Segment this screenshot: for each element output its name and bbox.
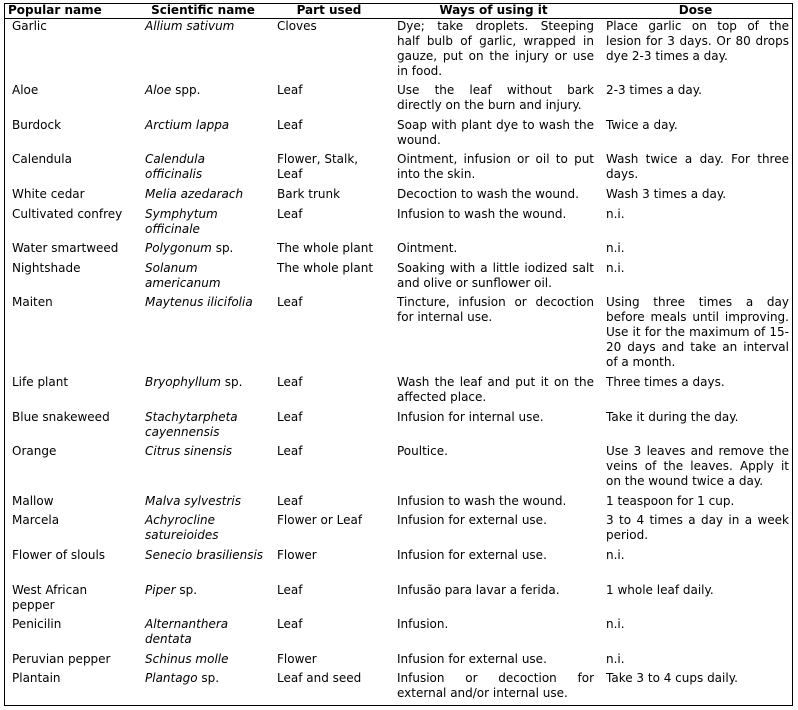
scientific-name-suffix: sp. (197, 671, 220, 685)
popular-name-cell: Calendula (12, 152, 72, 166)
popular-name-cell: Marcela (12, 513, 60, 527)
scientific-name-cell (137, 295, 269, 375)
part-used-cell: Leaf and seed (277, 671, 362, 685)
medicinal-plants-table (4, 3, 793, 705)
header-popular-name: Popular name (4, 3, 137, 19)
popular-name-cell: Peruvian pepper (12, 652, 111, 666)
ways-of-using-cell: Dye; take droplets. Steeping half bulb of garlic, wrapped in gauze, put on the injury or use in food. (397, 19, 594, 78)
dose-cell: Use 3 leaves and remove the veins of the leaves. Apply it on the wound twice a day. (606, 444, 789, 488)
popular-name-cell: Burdock (12, 118, 62, 132)
ways-of-using-cell: Infusion to wash the wound. (397, 207, 567, 221)
ways-of-using-cell: Infusion. (397, 617, 449, 631)
dose-cell: 1 teaspoon for 1 cup. (606, 494, 735, 508)
dose-cell: Take it during the day. (606, 410, 739, 424)
scientific-name-cell (137, 652, 269, 671)
table-row (4, 207, 793, 241)
table-row (4, 152, 793, 187)
part-used-cell: Leaf (277, 583, 303, 597)
scientific-name-text: Aloe (145, 83, 172, 97)
part-used-cell: Leaf (277, 375, 303, 389)
scientific-name-text: Alternanthera dentata (145, 617, 229, 646)
table-row (4, 375, 793, 410)
scientific-name-cell (137, 19, 269, 84)
scientific-name-suffix: sp. (220, 375, 243, 389)
scientific-name-text: Solanum americanum (145, 261, 221, 290)
dose-cell: Twice a day. (606, 118, 678, 132)
dose-cell: n.i. (606, 261, 625, 275)
scientific-name-cell (137, 410, 269, 444)
dose-cell: Wash 3 times a day. (606, 187, 727, 201)
part-used-cell: Bark trunk (277, 187, 341, 201)
header-row (4, 3, 793, 19)
part-used-cell: Leaf (277, 295, 303, 309)
scientific-name-text: Allium sativum (145, 19, 235, 33)
scientific-name-cell (137, 152, 269, 187)
ways-of-using-cell: Infusion for external use. (397, 652, 547, 666)
ways-of-using-cell: Infusion for internal use. (397, 410, 544, 424)
ways-of-using-cell: Wash the leaf and put it on the affected place. (397, 375, 594, 404)
scientific-name-text: Calendula officinalis (145, 152, 205, 181)
scientific-name-text: Maytenus ilicifolia (145, 295, 253, 309)
scientific-name-text: Citrus sinensis (145, 444, 233, 458)
dose-cell: n.i. (606, 241, 625, 255)
scientific-name-text: Bryophyllum (145, 375, 221, 389)
ways-of-using-cell: Tincture, infusion or decoction for internal use. (397, 295, 594, 324)
scientific-name-text: Symphytum officinale (145, 207, 218, 236)
popular-name-cell: Flower of slouls (12, 548, 106, 562)
scientific-name-suffix: sp. (211, 241, 234, 255)
popular-name-cell: Plantain (12, 671, 61, 685)
popular-name-cell: Blue snakeweed (12, 410, 110, 424)
scientific-name-text: Melia azedarach (145, 187, 244, 201)
table-row (4, 187, 793, 207)
table-row (4, 548, 793, 583)
ways-of-using-cell: Decoction to wash the wound. (397, 187, 579, 201)
scientific-name-cell (137, 494, 269, 513)
scientific-name-cell (137, 617, 269, 652)
dose-cell: 2-3 times a day. (606, 83, 702, 97)
table-row (4, 261, 793, 295)
part-used-cell: The whole plant (277, 261, 374, 275)
scientific-name-text: Polygonum (145, 241, 212, 255)
part-used-cell: Leaf (277, 83, 303, 97)
part-used-cell: Flower (277, 548, 317, 562)
popular-name-cell: Penicilin (12, 617, 62, 631)
header-dose: Dose (598, 3, 793, 19)
part-used-cell: Leaf (277, 118, 303, 132)
table-row (4, 617, 793, 652)
dose-cell: Place garlic on top of the lesion for 3 days. Or 80 drops dye 2-3 times a day. (606, 19, 789, 63)
part-used-cell: The whole plant (277, 241, 374, 255)
popular-name-cell: West African pepper (12, 583, 88, 612)
dose-cell: Take 3 to 4 cups daily. (606, 671, 738, 685)
popular-name-cell: Garlic (12, 19, 47, 33)
ways-of-using-cell: Infusion to wash the wound. (397, 494, 567, 508)
ways-of-using-cell: Ointment, infusion or oil to put into the skin. (397, 152, 594, 181)
ways-of-using-cell: Infusion for external use. (397, 513, 547, 527)
scientific-name-text: Piper (145, 583, 176, 597)
dose-cell: Three times a days. (606, 375, 725, 389)
dose-cell: 3 to 4 times a day in a week period. (606, 513, 789, 542)
ways-of-using-cell: Infusion or decoction for external and/or internal use. (397, 671, 594, 700)
scientific-name-cell (137, 583, 269, 617)
table-row (4, 118, 793, 152)
popular-name-cell: Cultivated confrey (12, 207, 123, 221)
table-row (4, 83, 793, 118)
dose-cell: n.i. (606, 617, 625, 631)
part-used-cell: Flower, Stalk, Leaf (277, 152, 359, 181)
scientific-name-cell (137, 513, 269, 548)
part-used-cell: Leaf (277, 410, 303, 424)
popular-name-cell: Maiten (12, 295, 53, 309)
scientific-name-text: Schinus molle (145, 652, 229, 666)
scientific-name-cell (137, 261, 269, 295)
table-row (4, 444, 793, 494)
table-row (4, 494, 793, 513)
table-row (4, 583, 793, 617)
scientific-name-cell (137, 375, 269, 410)
scientific-name-cell (137, 207, 269, 241)
part-used-cell: Leaf (277, 617, 303, 631)
dose-cell: n.i. (606, 548, 625, 562)
ways-of-using-cell: Ointment. (397, 241, 458, 255)
table-row (4, 19, 793, 84)
ways-of-using-cell: Infusion for external use. (397, 548, 547, 562)
ways-of-using-cell: Poultice. (397, 444, 448, 458)
part-used-cell: Flower (277, 652, 317, 666)
scientific-name-cell (137, 118, 269, 152)
dose-cell: Wash twice a day. For three days. (606, 152, 789, 181)
table-row (4, 410, 793, 444)
popular-name-cell: White cedar (12, 187, 85, 201)
popular-name-cell: Aloe (12, 83, 39, 97)
part-used-cell: Cloves (277, 19, 317, 33)
scientific-name-text: Malva sylvestris (145, 494, 241, 508)
header-part-used: Part used (269, 3, 389, 19)
popular-name-cell: Mallow (12, 494, 54, 508)
header-ways-of-using: Ways of using it (389, 3, 598, 19)
part-used-cell: Leaf (277, 444, 303, 458)
header-scientific-name: Scientific name (137, 3, 269, 19)
part-used-cell: Leaf (277, 207, 303, 221)
scientific-name-cell (137, 444, 269, 494)
popular-name-cell: Life plant (12, 375, 69, 389)
ways-of-using-cell: Use the leaf without bark directly on the burn and injury. (397, 83, 594, 112)
table-row (4, 295, 793, 375)
scientific-name-text: Achyrocline satureioides (145, 513, 219, 542)
dose-cell: Using three times a day before meals until improving. Use it for the maximum of 15-20 days and take an interval of a month. (606, 295, 789, 369)
ways-of-using-cell: Soap with plant dye to wash the wound. (397, 118, 594, 147)
dose-cell: n.i. (606, 207, 625, 221)
table-row (4, 671, 793, 705)
scientific-name-suffix: spp. (171, 83, 201, 97)
scientific-name-cell (137, 241, 269, 261)
scientific-name-suffix: sp. (175, 583, 198, 597)
scientific-name-text: Stachytarpheta cayennensis (145, 410, 238, 439)
scientific-name-text: Senecio brasiliensis (145, 548, 264, 562)
dose-cell: 1 whole leaf daily. (606, 583, 714, 597)
part-used-cell: Flower or Leaf (277, 513, 363, 527)
popular-name-cell: Nightshade (12, 261, 81, 275)
table-row (4, 652, 793, 671)
dose-cell: n.i. (606, 652, 625, 666)
table-row (4, 513, 793, 548)
scientific-name-text: Arctium lappa (145, 118, 230, 132)
scientific-name-cell (137, 187, 269, 207)
popular-name-cell: Orange (12, 444, 57, 458)
part-used-cell: Leaf (277, 494, 303, 508)
scientific-name-cell (137, 548, 269, 583)
popular-name-cell: Water smartweed (12, 241, 119, 255)
scientific-name-text: Plantago (145, 671, 198, 685)
ways-of-using-cell: Infusão para lavar a ferida. (397, 583, 560, 597)
scientific-name-cell (137, 83, 269, 118)
scientific-name-cell (137, 671, 269, 705)
ways-of-using-cell: Soaking with a little iodized salt and olive or sunflower oil. (397, 261, 594, 290)
table-row (4, 241, 793, 261)
